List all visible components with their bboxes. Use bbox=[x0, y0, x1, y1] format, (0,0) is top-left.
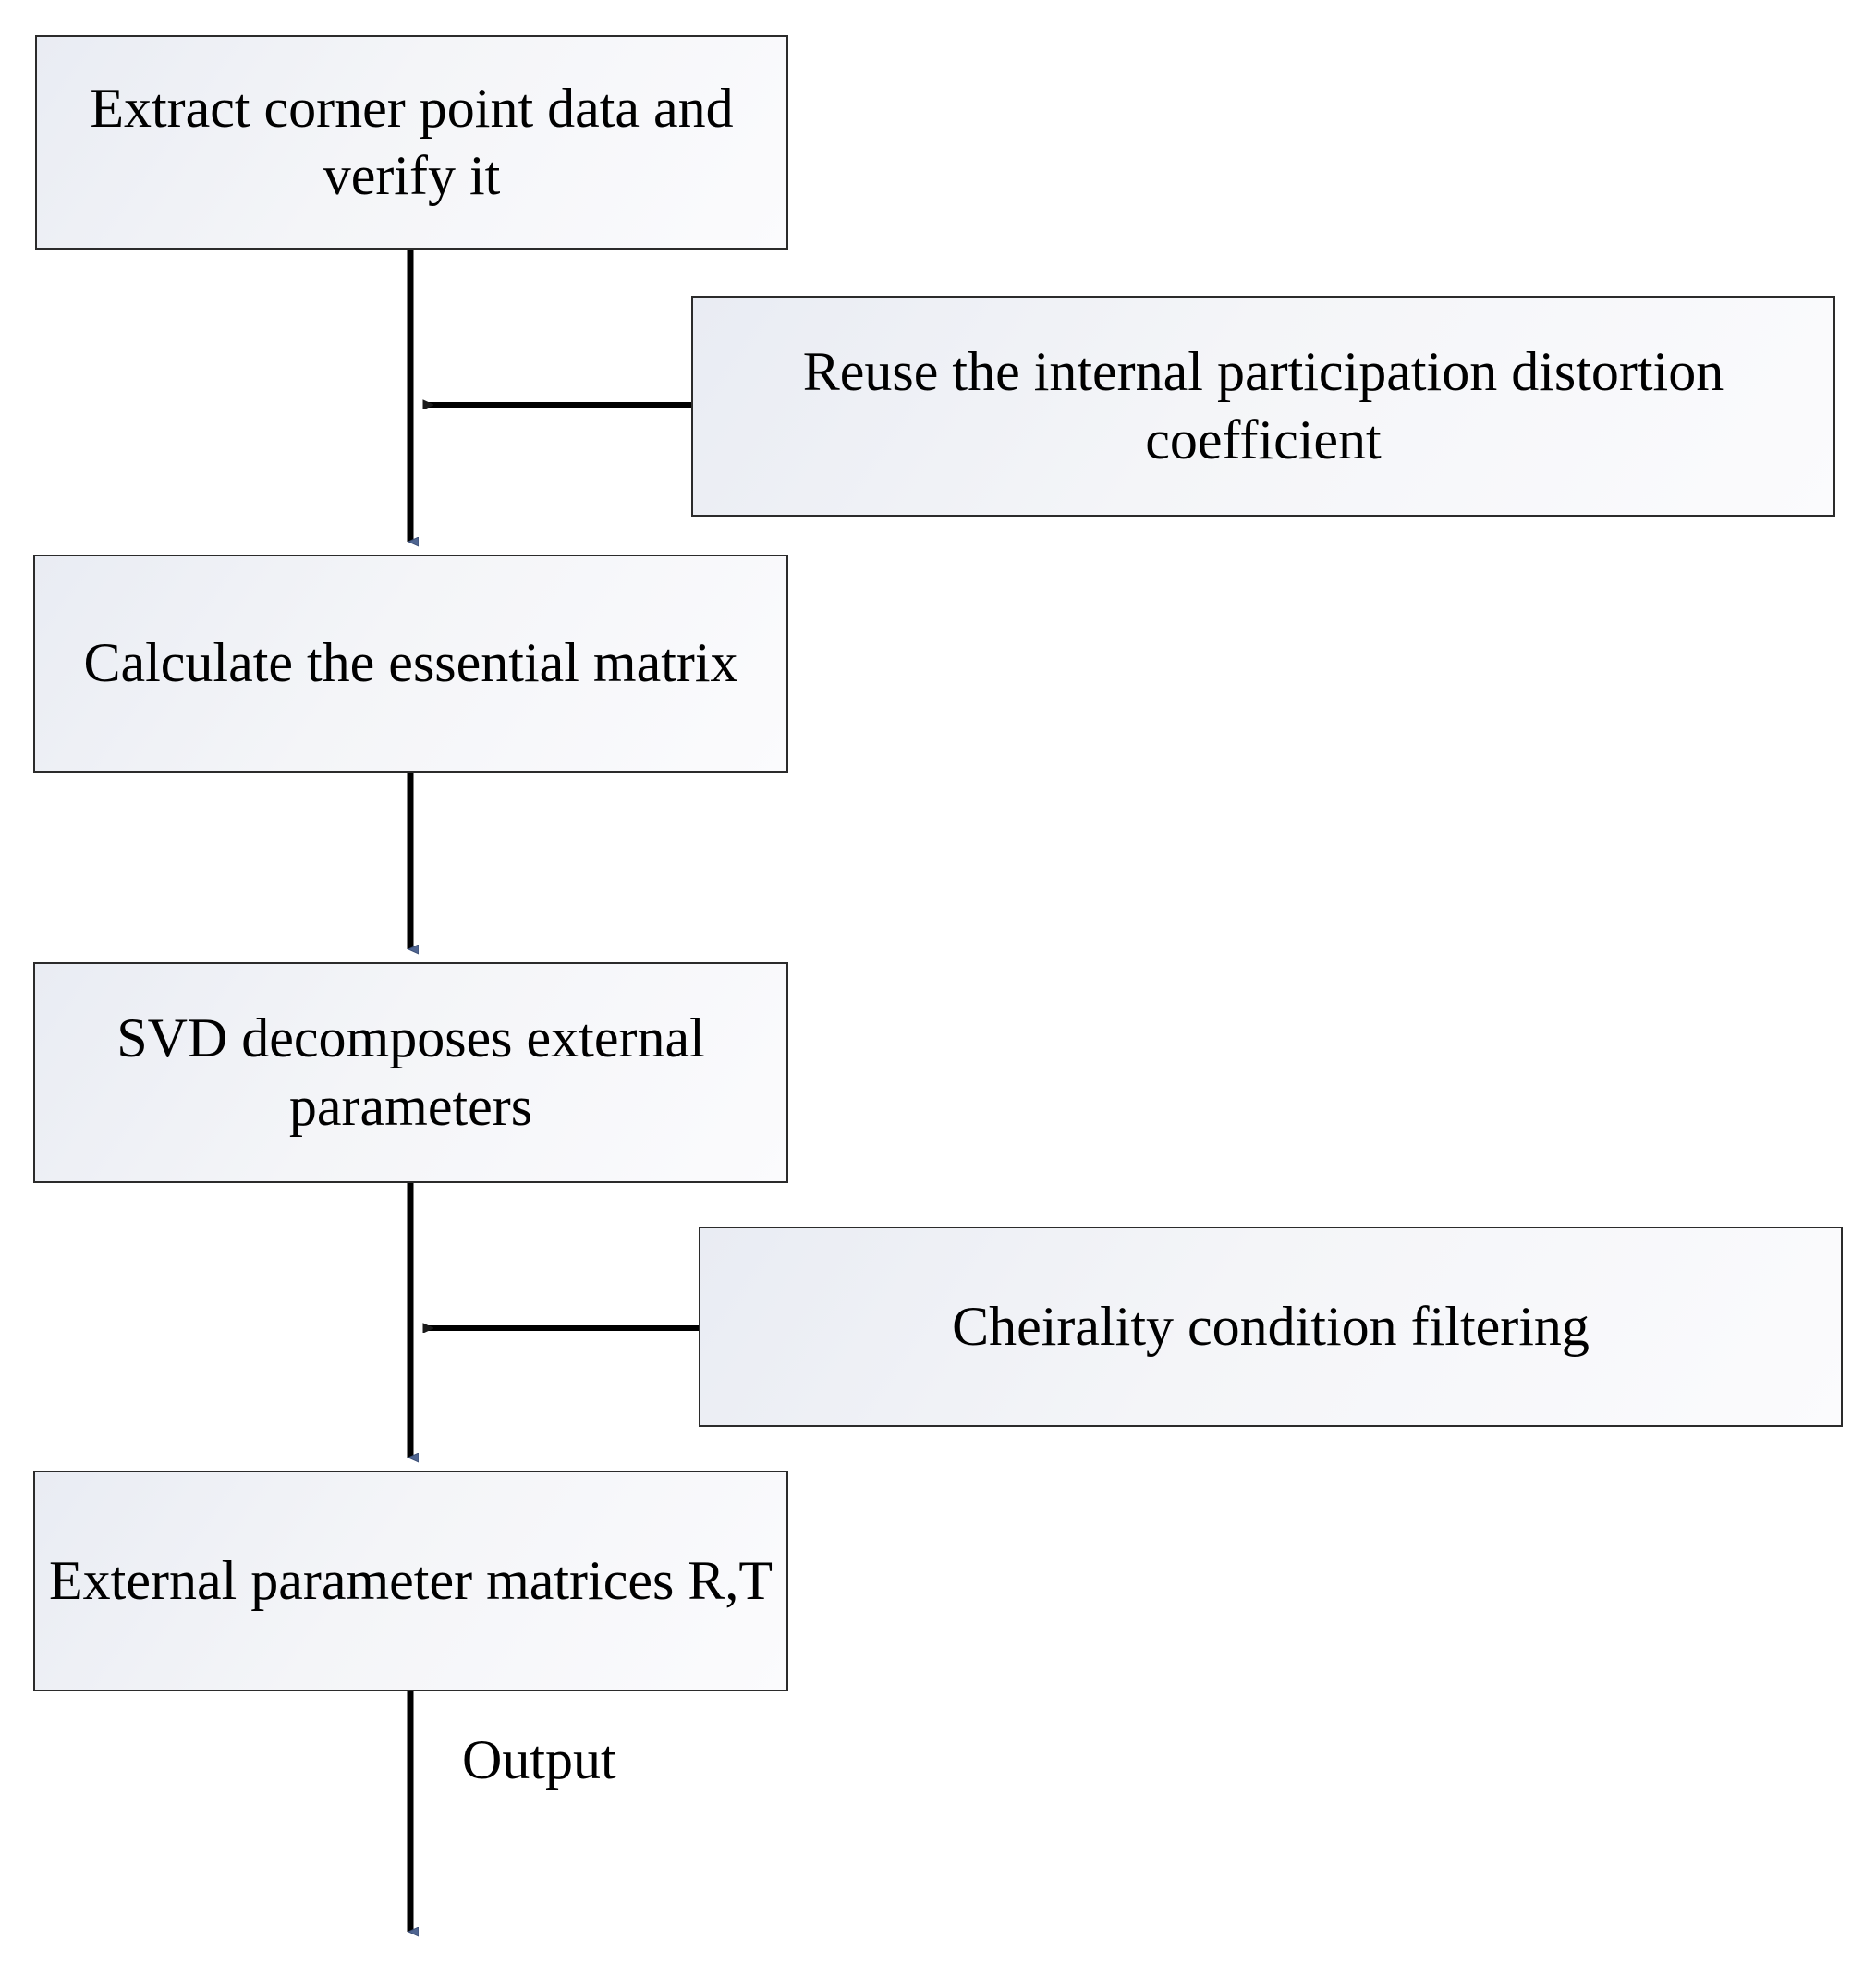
node-calculate-essential-matrix bbox=[33, 555, 788, 773]
edge-label-output-text: Output bbox=[462, 1729, 616, 1790]
node-extract-corner-point-label: Extract corner point data and verify it bbox=[90, 77, 734, 206]
node-external-parameter-matrices-label: External parameter matrices R,T bbox=[49, 1549, 773, 1611]
node-extract-corner-point bbox=[35, 35, 788, 250]
node-svd-decomposes-external-parameters-label: SVD decomposes external parameters bbox=[116, 1007, 705, 1137]
node-calculate-essential-matrix-label: Calculate the essential matrix bbox=[83, 632, 738, 694]
node-reuse-internal-participation bbox=[691, 296, 1835, 517]
edge-label-output bbox=[462, 1728, 616, 1792]
node-cheirality-condition-filtering bbox=[699, 1227, 1843, 1427]
node-reuse-internal-participation-label: Reuse the internal participation distortion coefficient bbox=[802, 341, 1724, 470]
node-cheirality-condition-filtering-label: Cheirality condition filtering bbox=[952, 1295, 1590, 1357]
node-external-parameter-matrices bbox=[33, 1471, 788, 1691]
node-svd-decomposes-external-parameters bbox=[33, 962, 788, 1183]
